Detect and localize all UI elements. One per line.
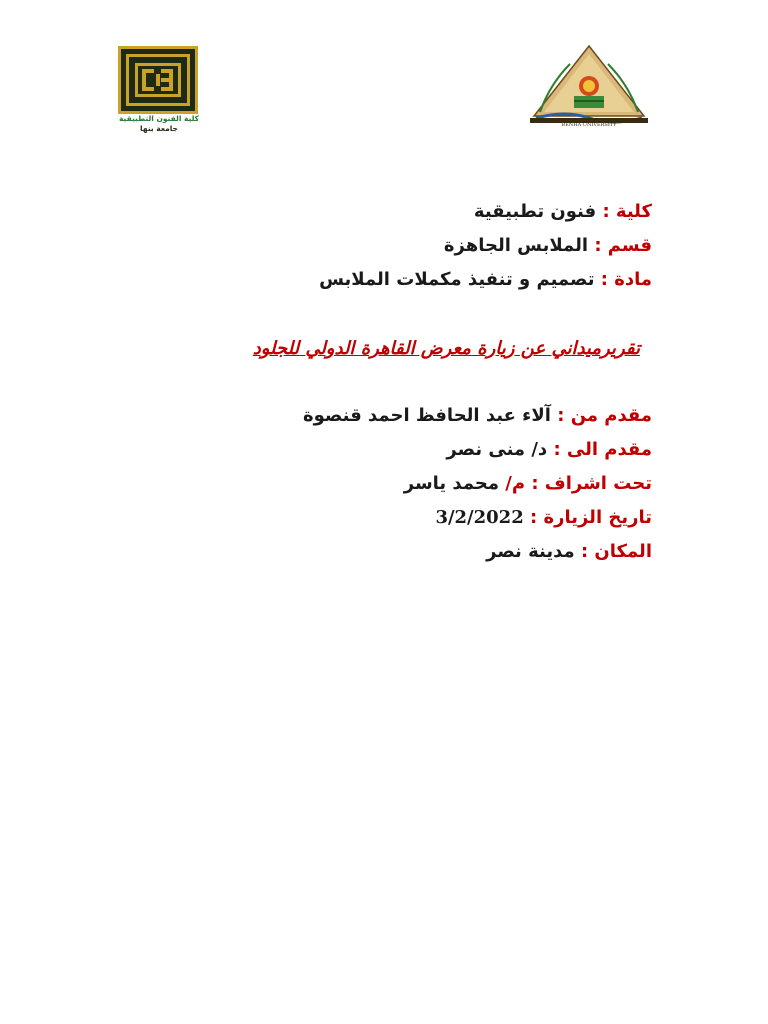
supervision-value: محمد ياسر [403,473,500,494]
university-logo-caption: BENHA UNIVERSITY [561,122,617,128]
subject-line [319,268,652,292]
visit-date-label: تاريخ الزيارة : [530,507,652,528]
faculty-label: كلية : [602,201,652,222]
faculty-logo-line2: جامعة بنها [140,124,178,133]
faculty-logo-line1: كلية الفنون التطبيقية [118,114,200,123]
faculty-value: فنون تطبيقية [473,201,597,222]
faculty-line [474,200,652,224]
department-value: الملابس الجاهزة [443,235,589,256]
visit-date-line [435,506,652,530]
presented-to-value: د/ منى نصر [446,439,548,460]
presented-by-label: مقدم من : [557,405,652,426]
presented-by-value: آلاء عبد الحافظ احمد قنصوة [302,405,551,426]
place-label: المكان : [580,541,652,562]
supervision-label: تحت اشراف : م/ [505,473,652,494]
report-title: تقريرميداني عن زيارة معرض القاهرة الدولي للجلود [252,338,640,359]
place-value: مدينة نصر [486,541,575,562]
presented-to-label: مقدم الى : [553,439,652,460]
supervision-line [404,472,652,496]
place-line [486,540,652,564]
subject-value: تصميم و تنفيذ مكملات الملابس [319,269,595,290]
subject-label: مادة : [600,269,652,290]
department-label: قسم : [594,235,652,256]
university-logo [526,44,652,128]
department-line [444,234,652,258]
presented-by-line [303,404,652,428]
university-pyramid-emblem-icon [526,44,652,128]
faculty-logo [116,44,202,140]
presented-to-line [446,438,652,462]
visit-date-value: 3/2/2022 [435,507,524,528]
